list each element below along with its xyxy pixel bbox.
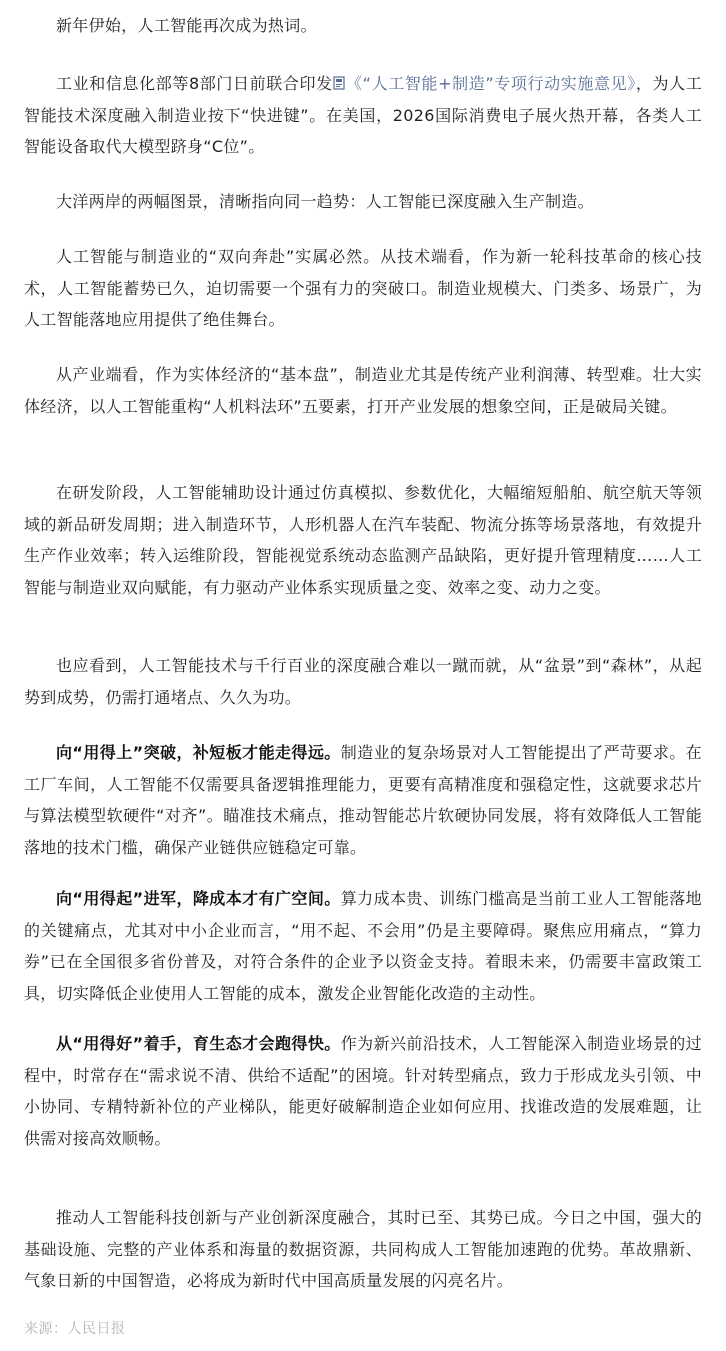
document-link-icon [333, 76, 345, 90]
paragraph-usable-text: 制造业的复杂场景对人工智能提出了严苛要求。在工厂车间，人工智能不仅需要具备逻辑推理能力，更要有高精准度和强稳定性，这就要求芯片与算法模型软硬件“对齐”。瞄准技术痛点，推动智能芯片软硬协同发展，将有效降低人工智能落地的技术门槛，确保产业链供应链稳定可靠。 [24, 743, 702, 857]
paragraph-ecosystem [24, 1028, 702, 1154]
paragraph-policy-text-start: 工业和信息化部等8部门日前联合印发 [56, 74, 333, 93]
paragraph-policy-text-end: ，为人工智能技术深度融入制造业按下“快进键”。在美国，2026国际消费电子展火热开幕，各类人工智能设备取代大模型跻身“C位”。 [24, 74, 703, 157]
paragraph-affordable-text: 算力成本贵、训练门槛高是当前工业人工智能落地的关键痛点，尤其对中小企业而言，“用不起、不会用”仍是主要障碍。聚焦应用痛点，“算力券”已在全国很多省份普及，对符合条件的企业予以资金支持。着眼未来，仍需要丰富政策工具，切实降低企业使用人工智能的成本，激发企业智能化改造的主动性。 [24, 889, 702, 1003]
policy-document-link-text: 《“人工智能+制造”专项行动实施意见》 [345, 74, 636, 93]
paragraph-industry-side: 从产业端看，作为实体经济的“基本盘”，制造业尤其是传统产业利润薄、转型难。壮大实体经济，以人工智能重构“人机料法环”五要素，打开产业发展的想象空间，正是破局关键。 [24, 365, 702, 416]
heading-usable: 向“用得上”突破，补短板才能走得远。 [56, 743, 341, 762]
paragraph-tech-side: 人工智能与制造业的“双向奔赴”实属必然。从技术端看，作为新一轮科技革命的核心技术，人工智能蓄势已久，迫切需要一个强有力的突破口。制造业规模大、门类多、场景广，为人工智能落地应用提供了绝佳舞台。 [24, 247, 702, 330]
paragraph-policy [24, 68, 702, 163]
paragraph-stages: 在研发阶段，人工智能辅助设计通过仿真模拟、参数优化，大幅缩短船舶、航空航天等领域的新品研发周期；进入制造环节，人形机器人在汽车装配、物流分拣等场景落地，有效提升生产作业效率；转入运维阶段，智能视觉系统动态监测产品缺陷，更好提升管理精度……人工智能与制造业双向赋能，有力驱动产业体系实现质量之变、效率之变、动力之变。 [24, 483, 702, 597]
paragraph-affordable [24, 883, 702, 1009]
heading-ecosystem: 从“用得好”着手，育生态才会跑得快。 [56, 1034, 341, 1053]
source-credit: 来源：人民日报 [24, 1321, 126, 1337]
policy-document-link[interactable] [333, 74, 636, 93]
paragraph-trend: 大洋两岸的两幅图景，清晰指向同一趋势：人工智能已深度融入生产制造。 [56, 192, 594, 211]
paragraph-conclusion: 推动人工智能科技创新与产业创新深度融合，其时已至、其势已成。今日之中国，强大的基础设施、完整的产业体系和海量的数据资源，共同构成人工智能加速跑的优势。革故鼎新、气象日新的中国智造，必将成为新时代中国高质量发展的闪亮名片。 [24, 1208, 702, 1291]
paragraph-challenges: 也应看到，人工智能技术与千行百业的深度融合难以一蹴而就，从“盆景”到“森林”，从起势到成势，仍需打通堵点、久久为功。 [24, 656, 702, 707]
heading-affordable: 向“用得起”进军，降成本才有广空间。 [56, 889, 341, 908]
paragraph-usable [24, 737, 702, 863]
paragraph-intro: 新年伊始，人工智能再次成为热词。 [56, 16, 317, 35]
paragraph-ecosystem-text: 作为新兴前沿技术，人工智能深入制造业场景的过程中，时常存在“需求说不清、供给不适配”的困境。针对转型痛点，致力于形成龙头引领、中小协同、专精特新补位的产业梯队，能更好破解制造企业如何应用、找谁改造的发展难题，让供需对接高效顺畅。 [24, 1034, 702, 1148]
